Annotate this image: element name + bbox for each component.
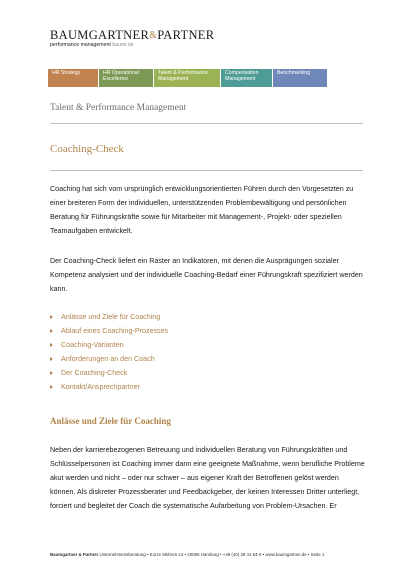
toc-link-ablauf[interactable]: [50, 324, 168, 338]
divider: [50, 123, 363, 124]
page-footer: Baumgartner & Partner Unternehmensberatung • Kurze Mühren 13 • 20095 Hamburg • +49 (40) 28 41 64-0 • www.baumgartner.de • Seite 1: [50, 552, 325, 557]
toc-link-coaching-check[interactable]: [50, 366, 168, 380]
nav-tab-benchmarking[interactable]: Benchmarking: [273, 69, 327, 87]
triangle-right-icon: [50, 385, 53, 389]
toc-link-anforderungen[interactable]: [50, 352, 168, 366]
nav-tab-compensation[interactable]: Compensation Management: [221, 69, 272, 87]
triangle-right-icon: [50, 315, 53, 319]
triangle-right-icon: [50, 357, 53, 361]
toc-label: Ablauf eines Coaching-Prozesses: [61, 327, 169, 335]
category-nav: [48, 69, 328, 87]
company-logo: [50, 28, 215, 49]
nav-tab-talent-performance[interactable]: Talent & Performance Management: [154, 69, 220, 87]
divider: [50, 170, 363, 171]
triangle-right-icon: [50, 371, 53, 375]
body-paragraph: Neben der karrierebezogenen Betreuung und individuellen Beratung von Führungskräften und Schlüsselpersonen ist Coaching immer dann eine geeignete Maßnahme, wenn berufliche Probleme akut werden und nicht – oder nur schwer – aus eigener Kraft der Betroffenen gelöst werden können. Als diskreter Prozessberater und Feedbackgeber, der keinen Interessen Dritter unterliegt, forciert und begleitet der Coach die systematische Aufarbeitung von Problem-Ursachen. Er: [50, 446, 365, 510]
footer-company: Baumgartner & Partner: [50, 552, 99, 557]
section-heading: Anlässe und Ziele für Coaching: [50, 416, 171, 426]
triangle-right-icon: [50, 343, 53, 347]
nav-tab-hr-operational-excellence[interactable]: HR Operational Excellence: [99, 69, 153, 87]
triangle-right-icon: [50, 329, 53, 333]
toc-link-anlaesse[interactable]: [50, 310, 168, 324]
toc-label: Der Coaching-Check: [61, 369, 128, 377]
section-title: Talent & Performance Management: [50, 103, 187, 113]
logo-wordmark: BAUMGARTNER&PARTNER: [50, 28, 215, 42]
nav-tab-hr-strategy[interactable]: HR Strategy: [48, 69, 98, 87]
toc-link-kontakt[interactable]: [50, 380, 168, 394]
check-paragraph: Der Coaching-Check liefert ein Raster an Indikatoren, mit denen die Ausprägungen sozialer Kompetenz analysiert und der individuelle Coaching-Bedarf einer Führungskraft spezifiziert werden kann.: [50, 257, 363, 293]
intro-paragraph: Coaching hat sich vom ursprünglich entwicklungsorientierten Führen durch den Vorgesetzten zu einer breiteren Form der individuellen, unterstützenden Problembewältigung und persönlichen Beratung für Führungskräfte sowie für Mitarbeiter mit Management-, Projekt- oder speziellen Teamaufgaben entwickelt.: [50, 185, 354, 235]
toc-label: Kontakt/Ansprechpartner: [61, 383, 140, 391]
toc-label: Anlässe und Ziele für Coaching: [61, 313, 161, 321]
footer-page-number: Seite 1: [310, 552, 325, 557]
toc-label: Coaching-Varianten: [61, 341, 124, 349]
footer-details: Unternehmensberatung • Kurze Mühren 13 • 20095 Hamburg • +49 (40) 28 41 64-0 • www.baumgartner.de: [98, 552, 307, 557]
page-title: Coaching-Check: [50, 143, 124, 155]
toc-label: Anforderungen an den Coach: [61, 355, 155, 363]
toc-link-varianten[interactable]: [50, 338, 168, 352]
logo-tagline: performance management baumi.de: [50, 42, 134, 48]
table-of-contents: [50, 310, 168, 394]
